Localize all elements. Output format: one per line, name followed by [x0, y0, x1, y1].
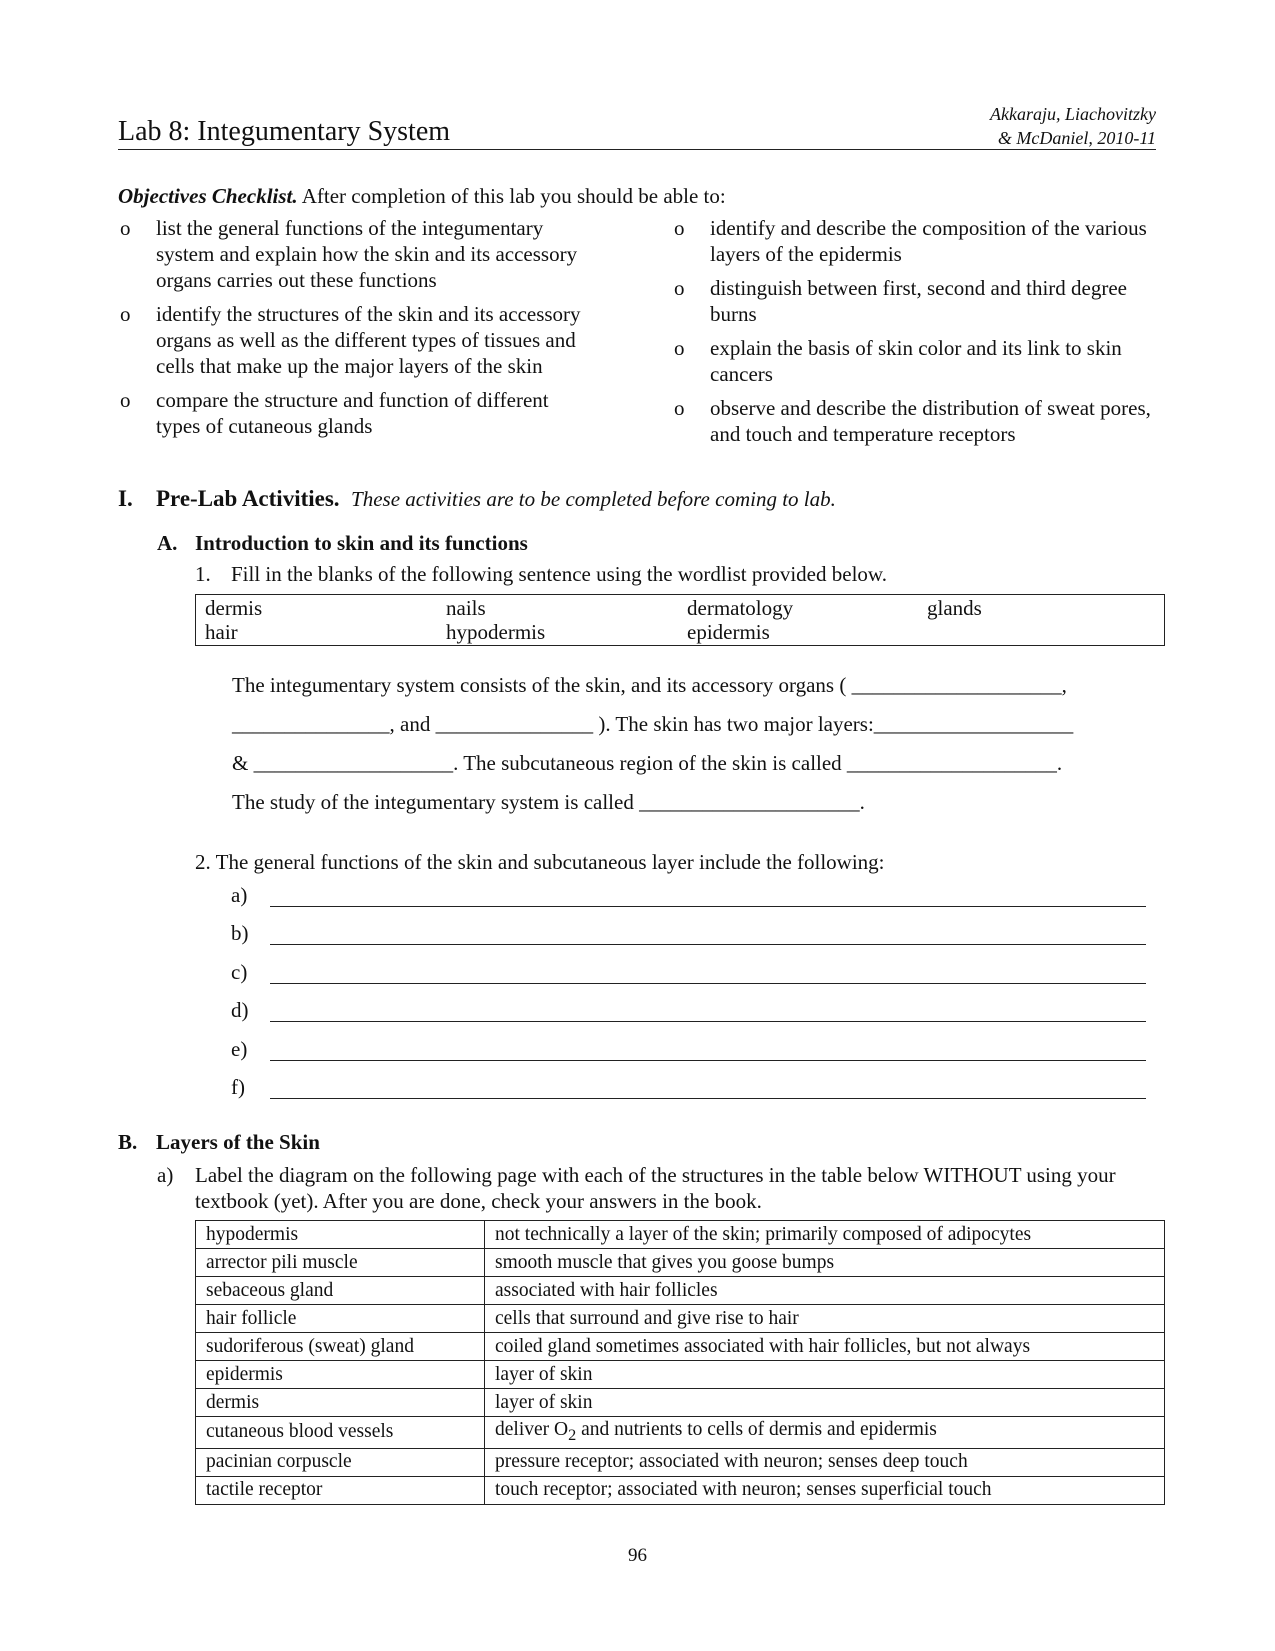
objective-text: list the general functions of the integumentary system and explain how the skin and its accessory organs carries out these functions	[156, 216, 578, 292]
answer-line[interactable]	[270, 983, 1146, 984]
structure-cell: dermis	[196, 1389, 485, 1417]
structures-table	[195, 1220, 1165, 1505]
word: dermatology	[687, 596, 794, 620]
objective-item	[118, 215, 598, 293]
question-1	[195, 562, 887, 587]
table-row	[196, 1476, 1165, 1504]
objective-item	[118, 301, 598, 379]
objective-text: identify and describe the composition of the various layers of the epidermis	[710, 216, 1147, 266]
bullet-icon: o	[674, 276, 685, 300]
table-row	[196, 1333, 1165, 1361]
bullet-icon: o	[120, 302, 131, 326]
subsection-title: Layers of the Skin	[156, 1130, 320, 1154]
objective-item	[118, 387, 598, 439]
word: epidermis	[687, 620, 770, 644]
subsection-letter: A.	[157, 531, 178, 555]
function-label: f)	[231, 1075, 245, 1099]
structure-cell: tactile receptor	[196, 1476, 485, 1504]
bullet-icon: o	[674, 396, 685, 420]
description-cell	[485, 1417, 1165, 1449]
page-number: 96	[628, 1545, 647, 1566]
structure-cell: arrector pili muscle	[196, 1249, 485, 1277]
question-a	[157, 1162, 1157, 1214]
answer-line[interactable]	[270, 1060, 1146, 1061]
table-row	[196, 1277, 1165, 1305]
word: glands	[927, 596, 982, 620]
authors-line-2: & McDaniel, 2010-11	[997, 128, 1156, 148]
objective-item	[672, 275, 1152, 327]
table-row	[196, 1417, 1165, 1449]
authors-line-1: Akkaraju, Liachovitzky	[990, 104, 1156, 124]
subsection-title: Introduction to skin and its functions	[195, 531, 528, 555]
objective-text: explain the basis of skin color and its link to skin cancers	[710, 336, 1122, 386]
objective-item	[672, 335, 1152, 387]
bullet-icon: o	[120, 388, 131, 412]
word: nails	[446, 596, 486, 620]
page-title: Lab 8: Integumentary System	[118, 116, 451, 147]
table-row	[196, 1448, 1165, 1476]
description-cell: layer of skin	[485, 1389, 1165, 1417]
wordlist-box	[195, 594, 1165, 646]
section-note: These activities are to be completed before coming to lab.	[351, 487, 836, 511]
answer-line[interactable]	[270, 906, 1146, 907]
word: hair	[205, 620, 238, 644]
word: hypodermis	[446, 620, 546, 644]
structure-cell: hypodermis	[196, 1221, 485, 1249]
objectives-heading	[118, 184, 726, 209]
objective-text: identify the structures of the skin and its accessory organs as well as the different types of tissues and cells that make up the major layers of the skin	[156, 302, 581, 378]
bullet-icon: o	[674, 216, 685, 240]
structure-cell: pacinian corpuscle	[196, 1448, 485, 1476]
answer-line[interactable]	[270, 1021, 1146, 1022]
description-cell: coiled gland sometimes associated with hair follicles, but not always	[485, 1333, 1165, 1361]
subsection-letter: B.	[118, 1130, 138, 1154]
description-cell: associated with hair follicles	[485, 1277, 1165, 1305]
question-2: 2. The general functions of the skin and subcutaneous layer include the following:	[195, 850, 885, 874]
question-letter: a)	[157, 1163, 174, 1187]
structure-cell: hair follicle	[196, 1305, 485, 1333]
description-cell: smooth muscle that gives you goose bumps	[485, 1249, 1165, 1277]
function-label: b)	[231, 921, 249, 945]
description-text: and nutrients to cells of dermis and epidermis	[576, 1419, 937, 1440]
description-cell: pressure receptor; associated with neuron; senses deep touch	[485, 1448, 1165, 1476]
answer-line[interactable]	[270, 1098, 1146, 1099]
fill-in-sentence-line[interactable]: The study of the integumentary system is called _____________________.	[232, 790, 865, 814]
description-cell: touch receptor; associated with neuron; senses superficial touch	[485, 1476, 1165, 1504]
structure-cell: sudoriferous (sweat) gland	[196, 1333, 485, 1361]
bullet-icon: o	[674, 336, 685, 360]
fill-in-sentence-line[interactable]: & ___________________. The subcutaneous region of the skin is called ____________________.	[232, 751, 1063, 775]
fill-in-sentence-line[interactable]: _______________, and _______________ ). The skin has two major layers:___________________	[232, 712, 1074, 736]
objective-item	[672, 395, 1152, 447]
subsection-a-heading	[157, 531, 528, 556]
authors	[990, 102, 1156, 150]
table-row	[196, 1305, 1165, 1333]
structure-cell: sebaceous gland	[196, 1277, 485, 1305]
objectives-heading-bold: Objectives Checklist.	[118, 184, 298, 208]
objective-text: observe and describe the distribution of sweat pores, and touch and temperature receptors	[710, 396, 1151, 446]
objectives-right-list	[672, 215, 1152, 455]
function-label: d)	[231, 998, 249, 1022]
table-row	[196, 1249, 1165, 1277]
fill-in-sentence-line[interactable]: The integumentary system consists of the skin, and its accessory organs ( ____________________,	[232, 673, 1067, 697]
question-text: Fill in the blanks of the following sentence using the wordlist provided below.	[231, 562, 887, 586]
answer-line[interactable]	[270, 944, 1146, 945]
word: dermis	[205, 596, 263, 620]
table-row	[196, 1361, 1165, 1389]
description-cell: cells that surround and give rise to hair	[485, 1305, 1165, 1333]
header-rule	[118, 149, 1156, 150]
section-heading	[118, 486, 836, 512]
structure-cell: cutaneous blood vessels	[196, 1417, 485, 1449]
structure-cell: epidermis	[196, 1361, 485, 1389]
section-number: I.	[118, 486, 133, 511]
subscript: 2	[568, 1425, 577, 1444]
function-label: a)	[231, 883, 248, 907]
objective-item	[672, 215, 1152, 267]
subsection-b-heading	[118, 1130, 320, 1155]
table-row	[196, 1221, 1165, 1249]
description-cell: not technically a layer of the skin; primarily composed of adipocytes	[485, 1221, 1165, 1249]
objectives-left-list	[118, 215, 598, 447]
description-text: deliver O	[495, 1419, 569, 1440]
function-label: e)	[231, 1037, 248, 1061]
question-text: Label the diagram on the following page with each of the structures in the table below WITHOUT using your textbook (yet). After you are done, check your answers in the book.	[195, 1163, 1116, 1213]
table-row	[196, 1389, 1165, 1417]
objective-text: distinguish between first, second and third degree burns	[710, 276, 1127, 326]
objectives-heading-text: After completion of this lab you should be able to:	[297, 184, 726, 208]
section-title: Pre-Lab Activities.	[156, 486, 340, 511]
question-number: 1.	[195, 562, 211, 586]
function-label: c)	[231, 960, 248, 984]
bullet-icon: o	[120, 216, 131, 240]
objective-text: compare the structure and function of different types of cutaneous glands	[156, 388, 549, 438]
description-cell: layer of skin	[485, 1361, 1165, 1389]
